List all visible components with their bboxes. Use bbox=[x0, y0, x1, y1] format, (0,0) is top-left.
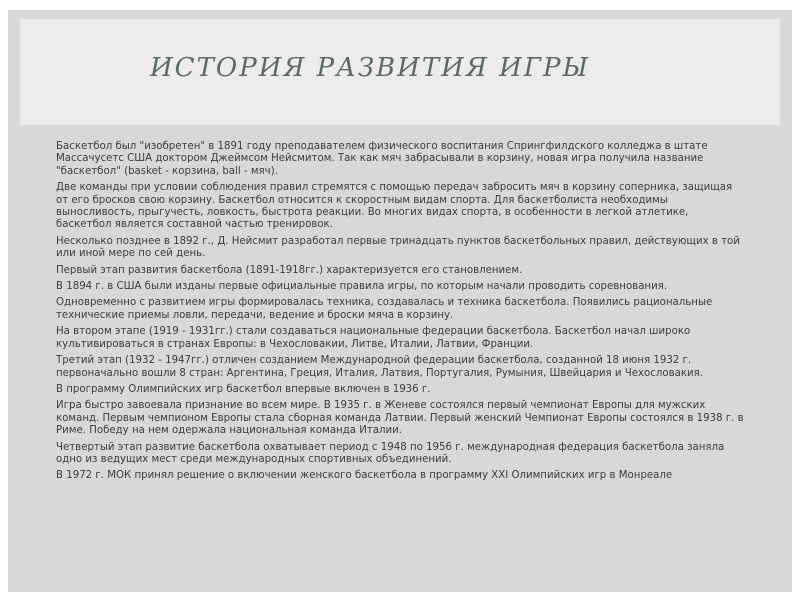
body-paragraph: Четвертый этап развитие баскетбола охватывает период с 1948 по 1956 г. международная федерация баскетбола заняла одно из ведущих мест среди международных спортивных объединений. bbox=[56, 441, 725, 465]
body-paragraph: В 1894 г. в США были изданы первые официальные правила игры, по которым начали проводить соревнования. bbox=[56, 281, 668, 293]
body-paragraph: Первый этап развития баскетбола (1891-1918гг.) характеризуется его становлением. bbox=[56, 264, 523, 276]
body-paragraph: Несколько позднее в 1892 г., Д. Нейсмит разработал первые тринадцать пунктов баскетбольных правил, действующих в той или иной мере по сей день. bbox=[56, 235, 740, 260]
slide bbox=[8, 10, 792, 592]
title-box bbox=[20, 19, 780, 125]
body-paragraph: Одновременно с развитием игры формировалась техника, создавалась и техника баскетбола. Появились рациональные технические приемы ловли, передачи, ведение и броски мяча в корзину. bbox=[56, 297, 713, 321]
body-paragraph: Игра быстро завоевала признание во всем мире. В 1935 г. в Женеве состоялся первый чемпионат Европы для мужских команд. Первым чемпионом Европы стала сборная команда Латвии. Первый женский Чемпионат Европы состоялся в 1938 г. в Риме. Победу на нем одержала национальная команда Италии. bbox=[56, 400, 744, 437]
slide-body bbox=[56, 141, 746, 487]
slide-title: ИСТОРИЯ РАЗВИТИЯ ИГРЫ bbox=[150, 53, 591, 83]
body-paragraph: На втором этапе (1919 - 1931гг.) стали создаваться национальные федерации баскетбола. Баскетбол начал широко культивироваться в странах Европы: в Чехословакии, Литве, Италии, Латвии, Франции. bbox=[56, 326, 691, 350]
body-paragraph: Две команды при условии соблюдения правил стремятся с помощью передач забросить мяч в корзину соперника, защищая от его бросков свою корзину. Баскетбол относится к скоростным видам спорта. Для баскетболиста необходимы выносливость, прыгучесть, ловкость, быстрота реакции. Во многих видах спорта, в особенности в легкой атлетике, баскетбол является составной частью тренировок. bbox=[56, 182, 733, 231]
body-paragraph: Баскетбол был "изобретен" в 1891 году преподавателем физического воспитания Спрингфилдского колледжа в штате Массачусетс США доктором Джеймсом Нейсмитом. Так как мяч забрасывали в корзину, новая игра получила название "баскетбол" (basket - корзина, ball - мяч). bbox=[56, 141, 708, 177]
body-paragraph: В 1972 г. МОК принял решение о включении женского баскетбола в программу XXI Олимпийских игр в Монреале bbox=[56, 470, 673, 482]
body-paragraph: В программу Олимпийских игр баскетбол впервые включен в 1936 г. bbox=[56, 383, 431, 395]
body-paragraph: Третий этап (1932 - 1947гг.) отличен созданием Международной федерации баскетбола, созданной 18 июня 1932 г. первоначально вошли 8 стран: Аргентина, Греция, Италия, Латвия, Португалия, Румыния, Швейцария и Чехословакия. bbox=[56, 355, 704, 379]
